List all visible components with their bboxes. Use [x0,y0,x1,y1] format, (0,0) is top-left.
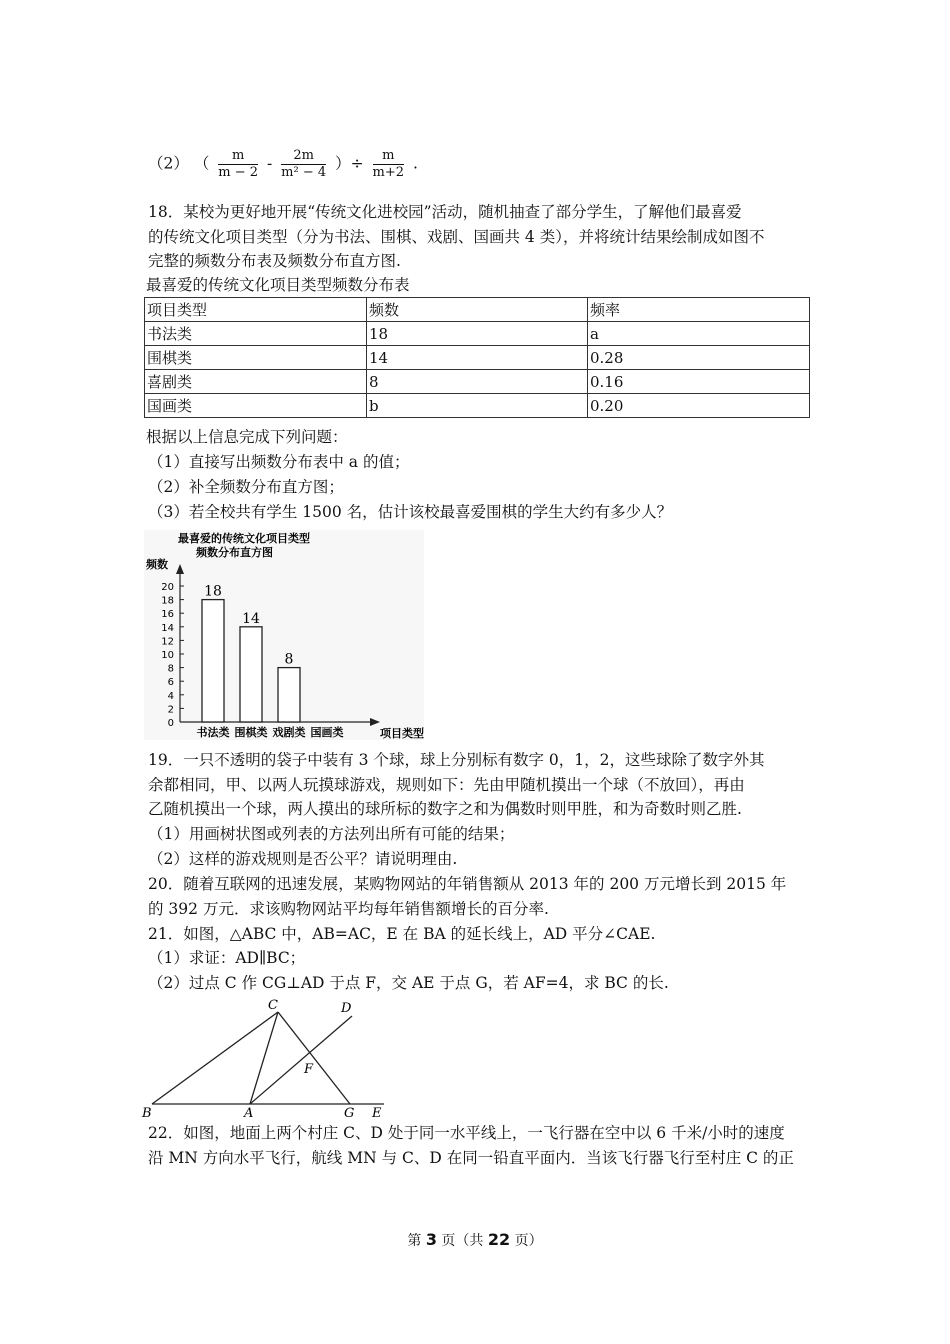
q22-line-1: 22．如图，地面上两个村庄 C、D 处于同一水平线上，一飞行器在空中以 6 千米/小时的速度 [148,1124,785,1142]
x-category-label: 国画类 [310,726,344,739]
q19-sub-2: （2）这样的游戏规则是否公平？请说明理由. [148,850,458,868]
q18-sub-3: （3）若全校共有学生 1500 名，估计该校最喜爱围棋的学生大约有多少人？ [148,503,673,521]
q17-open-paren: （ [193,154,210,173]
y-tick-label: 0 [167,718,174,729]
q18-line-2: 的传统文化项目类型（分为书法、围棋、戏剧、国画共 4 类），并将统计结果绘制成如图不 [148,228,765,246]
q19-line-1: 19．一只不透明的袋子中装有 3 个球，球上分别标有数字 0，1，2，这些球除了数字外其 [148,751,765,769]
point-label-c: C [268,998,278,1013]
histogram-bar [202,600,224,722]
table-header-row [145,298,810,322]
table-cell: 18 [367,322,588,346]
footer-page-number: 3 [425,1230,437,1249]
q17-part-label: （2） [148,154,189,173]
footer-suffix: 页） [510,1233,543,1249]
histogram-chart [144,530,424,740]
q20-line-2: 的 392 万元．求该购物网站平均每年销售额增长的百分率. [148,900,549,918]
q18-line-1: 18．某校为更好地开展“传统文化进校园”活动，随机抽查了部分学生，了解他们最喜爱 [148,203,742,221]
table-cell: 0.28 [588,346,810,370]
q17-period: . [412,154,418,173]
table-row [145,394,810,418]
table-cell: 国画类 [145,394,367,418]
page-footer [0,1230,950,1250]
y-tick-label: 20 [161,582,174,593]
x-category-label: 围棋类 [234,726,268,739]
table-row [145,346,810,370]
q17-f3-denominator: m+2 [372,165,404,180]
table-row [145,322,810,346]
histogram-bar [240,627,262,722]
line-a-c [250,1012,278,1104]
q21-sub-1: （1）求证：AD∥BC； [148,949,306,967]
bar-data-label: 18 [204,583,222,600]
line-a-d [250,1016,352,1104]
q19-line-2: 余都相同，甲、以两人玩摸球游戏，规则如下：先由甲随机摸出一个球（不放回），再由 [148,776,745,794]
footer-total-pages: 22 [487,1230,511,1249]
q18-table-title: 最喜爱的传统文化项目类型频数分布表 [146,276,410,294]
x-category-label: 戏剧类 [272,726,306,739]
table-header-cell: 频率 [588,298,810,322]
q21-line-1: 21．如图，△ABC 中，AB=AC，E 在 BA 的延长线上，AD 平分∠CAE. [148,925,656,943]
q19-line-3: 乙随机摸出一个球，两人摸出的球所标的数字之和为偶数时则甲胜，和为奇数时则乙胜. [148,800,742,818]
table-header-cell: 频数 [367,298,588,322]
frequency-table [144,297,810,418]
q17-f1-numerator: m [218,148,258,165]
table-cell: 围棋类 [145,346,367,370]
table-row [145,370,810,394]
q18-intro: 根据以上信息完成下列问题： [146,428,348,446]
q17-close-div: ）÷ [335,154,364,173]
footer-middle: 页（共 [436,1233,488,1249]
point-label-b: B [142,1106,152,1120]
point-label-f: F [304,1062,314,1077]
y-tick-label: 8 [167,663,174,675]
y-tick-label: 16 [161,609,174,621]
q22-line-2: 沿 MN 方向水平飞行，航线 MN 与 C、D 在同一铅直平面内．当该飞行器飞行至村庄 C 的正 [148,1149,794,1167]
q17-expression [148,148,418,181]
q19-sub-1: （1）用画树状图或列表的方法列出所有可能的结果； [148,825,515,843]
footer-prefix: 第 [407,1233,426,1249]
table-cell: 0.16 [588,370,810,394]
q17-fraction-2 [281,148,326,181]
triangle-figure [140,996,390,1120]
q18-line-3: 完整的频数分布表及频数分布直方图. [148,252,401,270]
y-tick-label: 6 [167,677,174,689]
q17-f1-denominator: m − 2 [218,165,259,180]
q21-sub-2: （2）过点 C 作 CG⊥AD 于点 F，交 AE 于点 G，若 AF=4，求 BC 的长. [148,974,669,992]
table-cell: 14 [367,346,588,370]
point-label-d: D [341,1001,352,1016]
q17-f2-numerator: 2m [281,148,326,165]
x-category-label: 书法类 [196,726,230,739]
q18-sub-1: （1）直接写出频数分布表中 a 的值； [148,453,410,471]
y-tick-label: 4 [167,690,174,702]
y-tick-label: 12 [161,636,174,648]
point-label-e: E [372,1106,382,1120]
q17-fraction-1 [218,148,258,181]
table-cell: b [367,394,588,418]
line-c-g [278,1012,350,1104]
table-cell: a [588,322,810,346]
chart-subtitle: 频数分布直方图 [196,546,273,559]
chart-title: 最喜爱的传统文化项目类型 [178,532,310,545]
q17-fraction-3 [373,148,405,181]
q20-line-1: 20．随着互联网的迅速发展，某购物网站的年销售额从 2013 年的 200 万元增长到 2015 年 [148,875,787,893]
x-axis-label: 项目类型 [380,727,424,740]
table-cell: 书法类 [145,322,367,346]
bar-data-label: 8 [284,651,294,668]
y-tick-label: 2 [167,704,174,716]
point-label-g: G [344,1106,355,1120]
bar-data-label: 14 [242,610,260,627]
y-tick-label: 18 [161,595,174,607]
table-cell: 8 [367,370,588,394]
q18-sub-2: （2）补全频数分布直方图； [148,478,344,496]
y-axis-label: 频数 [146,558,168,571]
histogram-bar [278,668,300,722]
table-cell: 0.20 [588,394,810,418]
line-b-c [152,1012,278,1104]
q17-f2-denominator: m² − 4 [281,165,327,180]
y-tick-label: 14 [161,622,174,634]
q17-f3-numerator: m [373,148,405,165]
q17-minus: - [266,154,273,173]
point-label-a: A [244,1106,254,1120]
table-header-cell: 项目类型 [145,298,367,322]
y-tick-label: 10 [161,650,174,661]
table-cell: 喜剧类 [145,370,367,394]
